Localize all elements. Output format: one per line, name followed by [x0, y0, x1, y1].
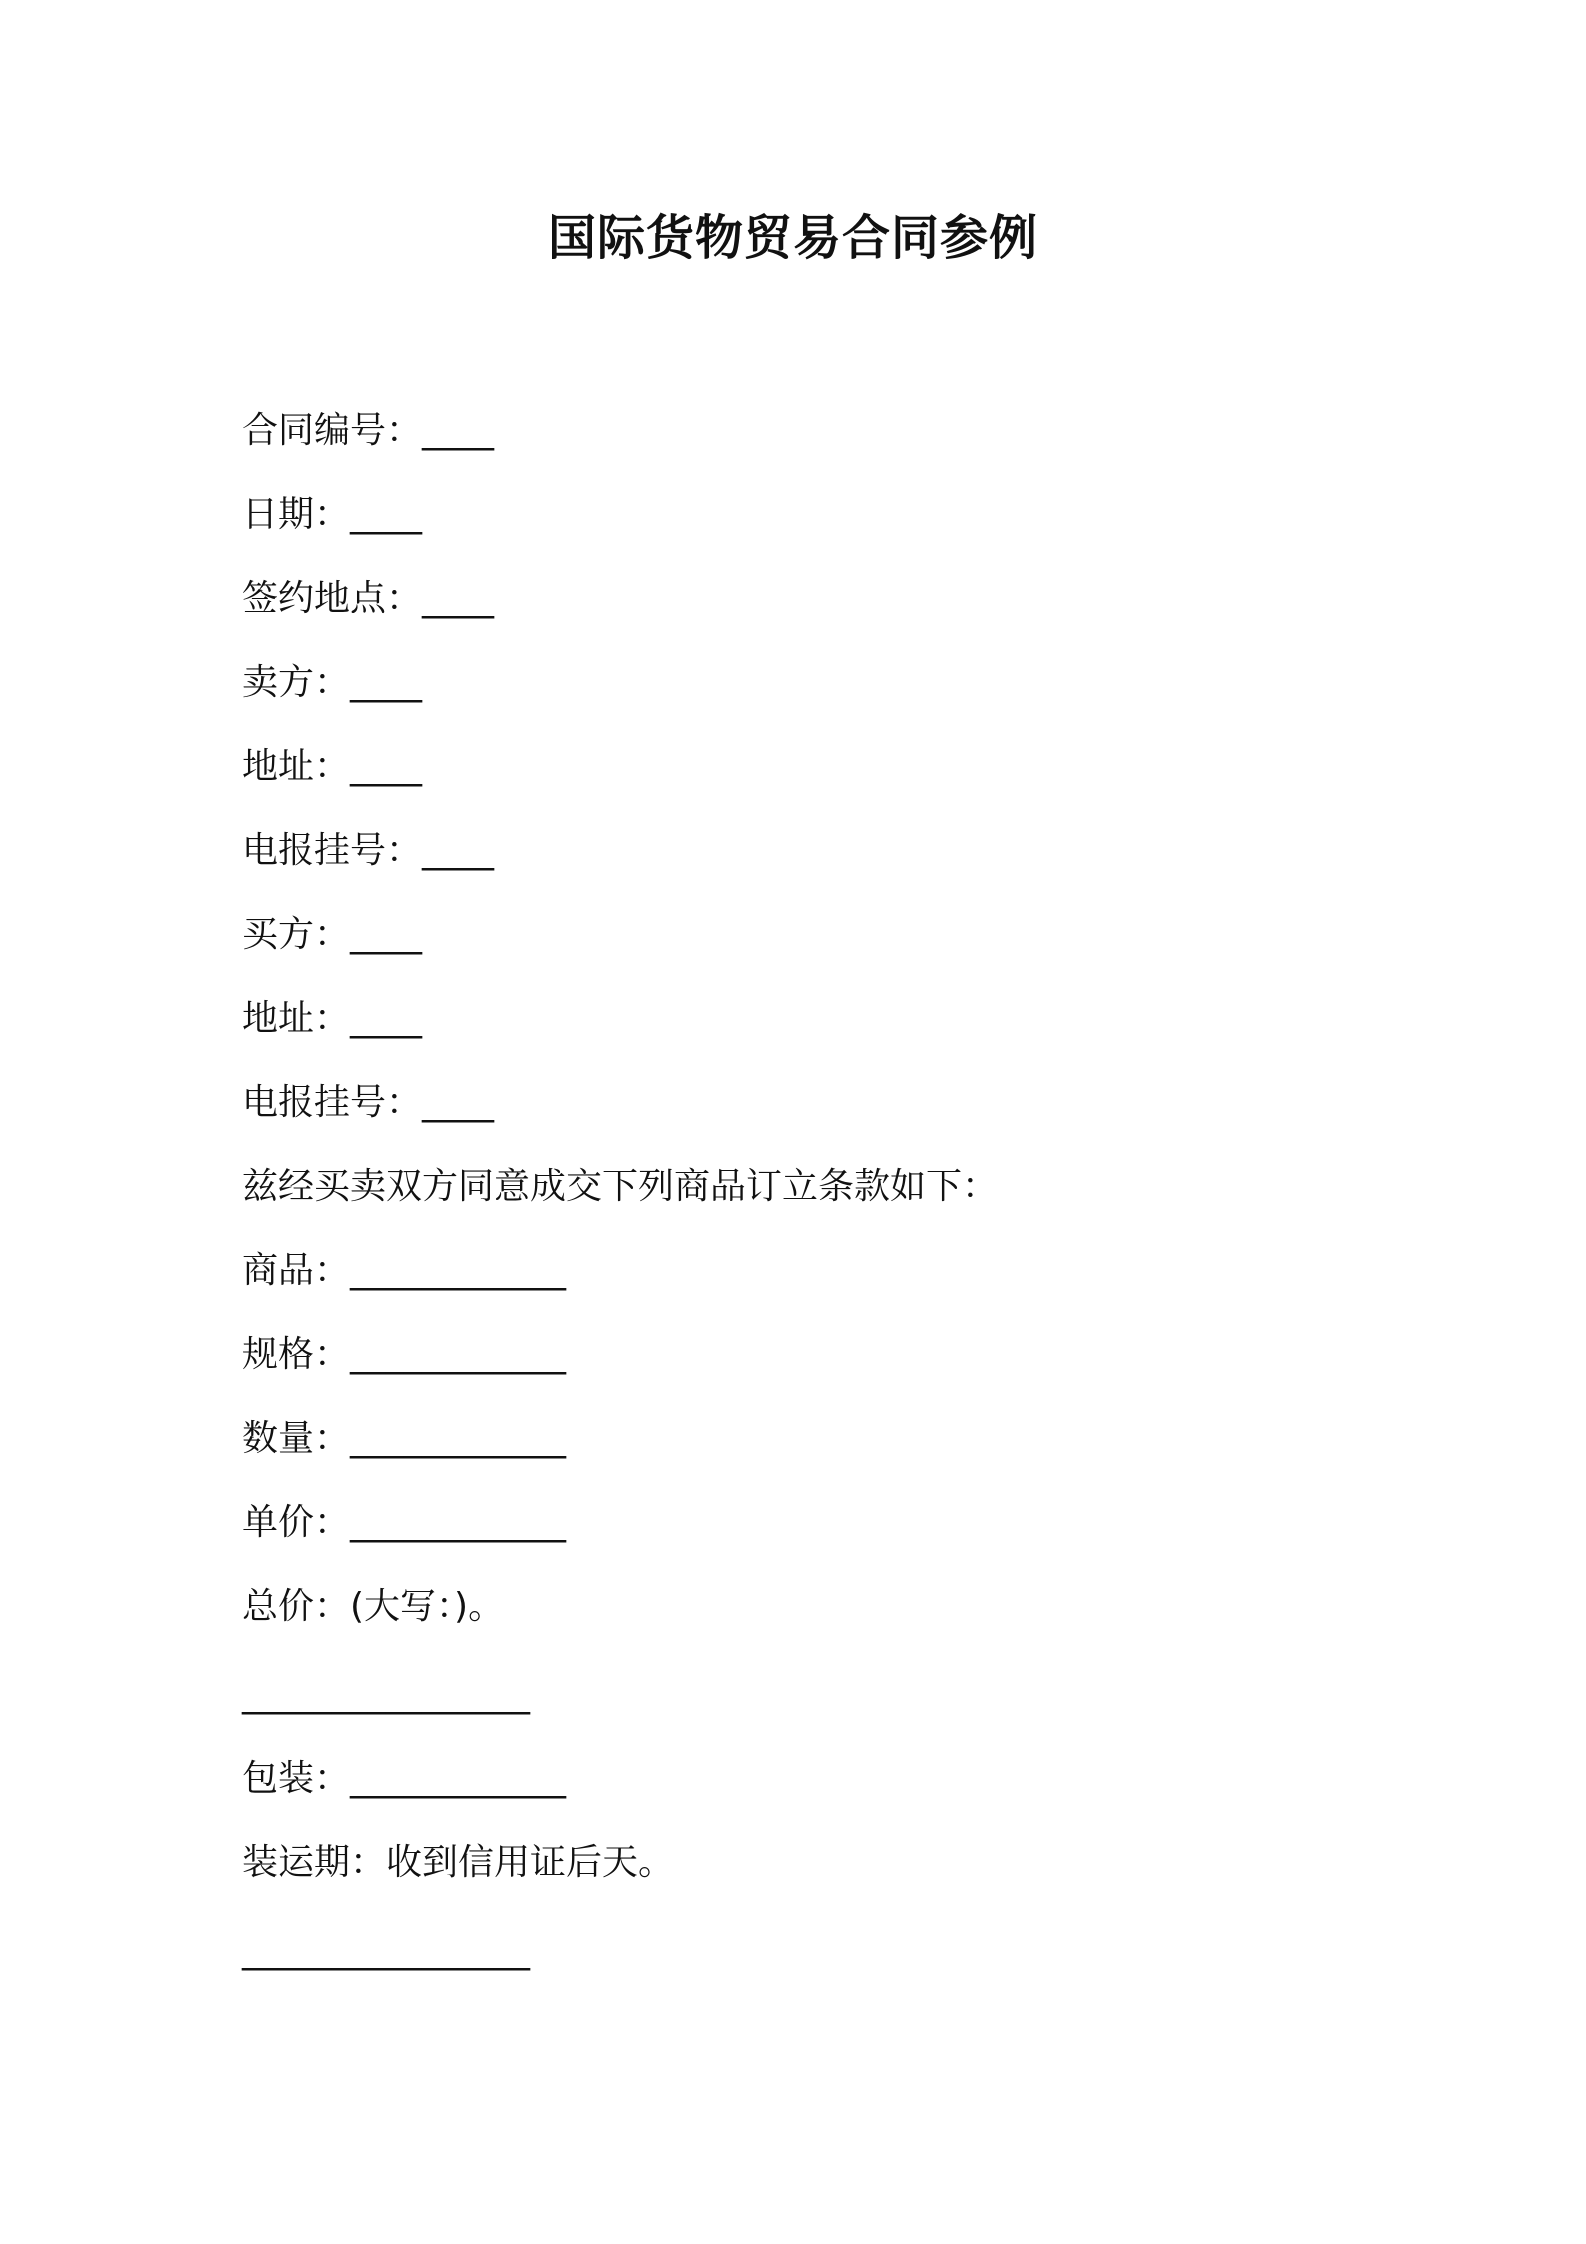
- field-buyer: [242, 912, 1392, 958]
- field-seller: [242, 660, 1392, 706]
- shipment-text: 装运期：收到信用证后天。: [242, 1842, 675, 1883]
- field-label: 卖方: [242, 662, 315, 703]
- field-blank: ____: [422, 1082, 495, 1123]
- field-date: [242, 492, 1392, 538]
- document-title: 国际货物贸易合同参例: [547, 210, 1038, 266]
- field-label: 包装: [242, 1758, 315, 1799]
- field-blank: ____: [350, 662, 423, 703]
- field-colon: ：: [314, 1418, 351, 1459]
- field-label: 地址: [242, 998, 315, 1039]
- field-label: 电报挂号: [242, 1082, 387, 1123]
- field-blank: ____: [422, 578, 495, 619]
- field-blank: ____________: [350, 1502, 567, 1543]
- field-blank: ____________: [350, 1418, 567, 1459]
- field-colon: ：: [386, 830, 423, 871]
- field-label: 规格: [242, 1334, 315, 1375]
- field-packing: [242, 1756, 1392, 1802]
- field-label: 单价: [242, 1502, 315, 1543]
- field-blank: ____________: [350, 1334, 567, 1375]
- field-goods: [242, 1248, 1392, 1294]
- field-label: 商品: [242, 1250, 315, 1291]
- document-body: [242, 408, 1392, 2012]
- field-colon: ：: [314, 1334, 351, 1375]
- field-colon: ：: [386, 410, 423, 451]
- field-colon: ：: [386, 1082, 423, 1123]
- field-colon: ：: [314, 662, 351, 703]
- field-label: 合同编号: [242, 410, 387, 451]
- total-price-blank: ________________: [242, 1674, 530, 1715]
- field-specification: [242, 1332, 1392, 1378]
- field-colon: ：: [314, 1250, 351, 1291]
- field-label: 地址: [242, 746, 315, 787]
- field-seller-cable: [242, 828, 1392, 874]
- field-seller-address: [242, 744, 1392, 790]
- field-label: 电报挂号: [242, 830, 387, 871]
- field-blank: ____________: [350, 1250, 567, 1291]
- field-blank: ____________: [350, 1758, 567, 1799]
- field-label: 买方: [242, 914, 315, 955]
- field-colon: ：: [386, 578, 423, 619]
- field-blank: ____: [350, 494, 423, 535]
- field-blank: ____: [350, 998, 423, 1039]
- field-buyer-address: [242, 996, 1392, 1042]
- field-colon: ：: [314, 494, 351, 535]
- field-unit-price: [242, 1500, 1392, 1546]
- field-signing-place: [242, 576, 1392, 622]
- field-blank: ____: [422, 410, 495, 451]
- field-colon: ：: [314, 746, 351, 787]
- shipment-blank: ________________: [242, 1930, 530, 1971]
- field-label: 签约地点: [242, 578, 387, 619]
- field-quantity: [242, 1416, 1392, 1462]
- field-contract-number: [242, 408, 1392, 454]
- total-price-text: 总价：(大写：)。: [242, 1586, 505, 1627]
- field-colon: ：: [314, 914, 351, 955]
- field-colon: ：: [314, 1758, 351, 1799]
- field-buyer-cable: [242, 1080, 1392, 1126]
- intro-text: 兹经买卖双方同意成交下列商品订立条款如下：: [242, 1166, 999, 1207]
- field-blank: ____: [350, 914, 423, 955]
- field-blank: ____: [350, 746, 423, 787]
- field-blank: ____: [422, 830, 495, 871]
- field-label: 日期: [242, 494, 315, 535]
- field-colon: ：: [314, 1502, 351, 1543]
- field-label: 数量: [242, 1418, 315, 1459]
- field-colon: ：: [314, 998, 351, 1039]
